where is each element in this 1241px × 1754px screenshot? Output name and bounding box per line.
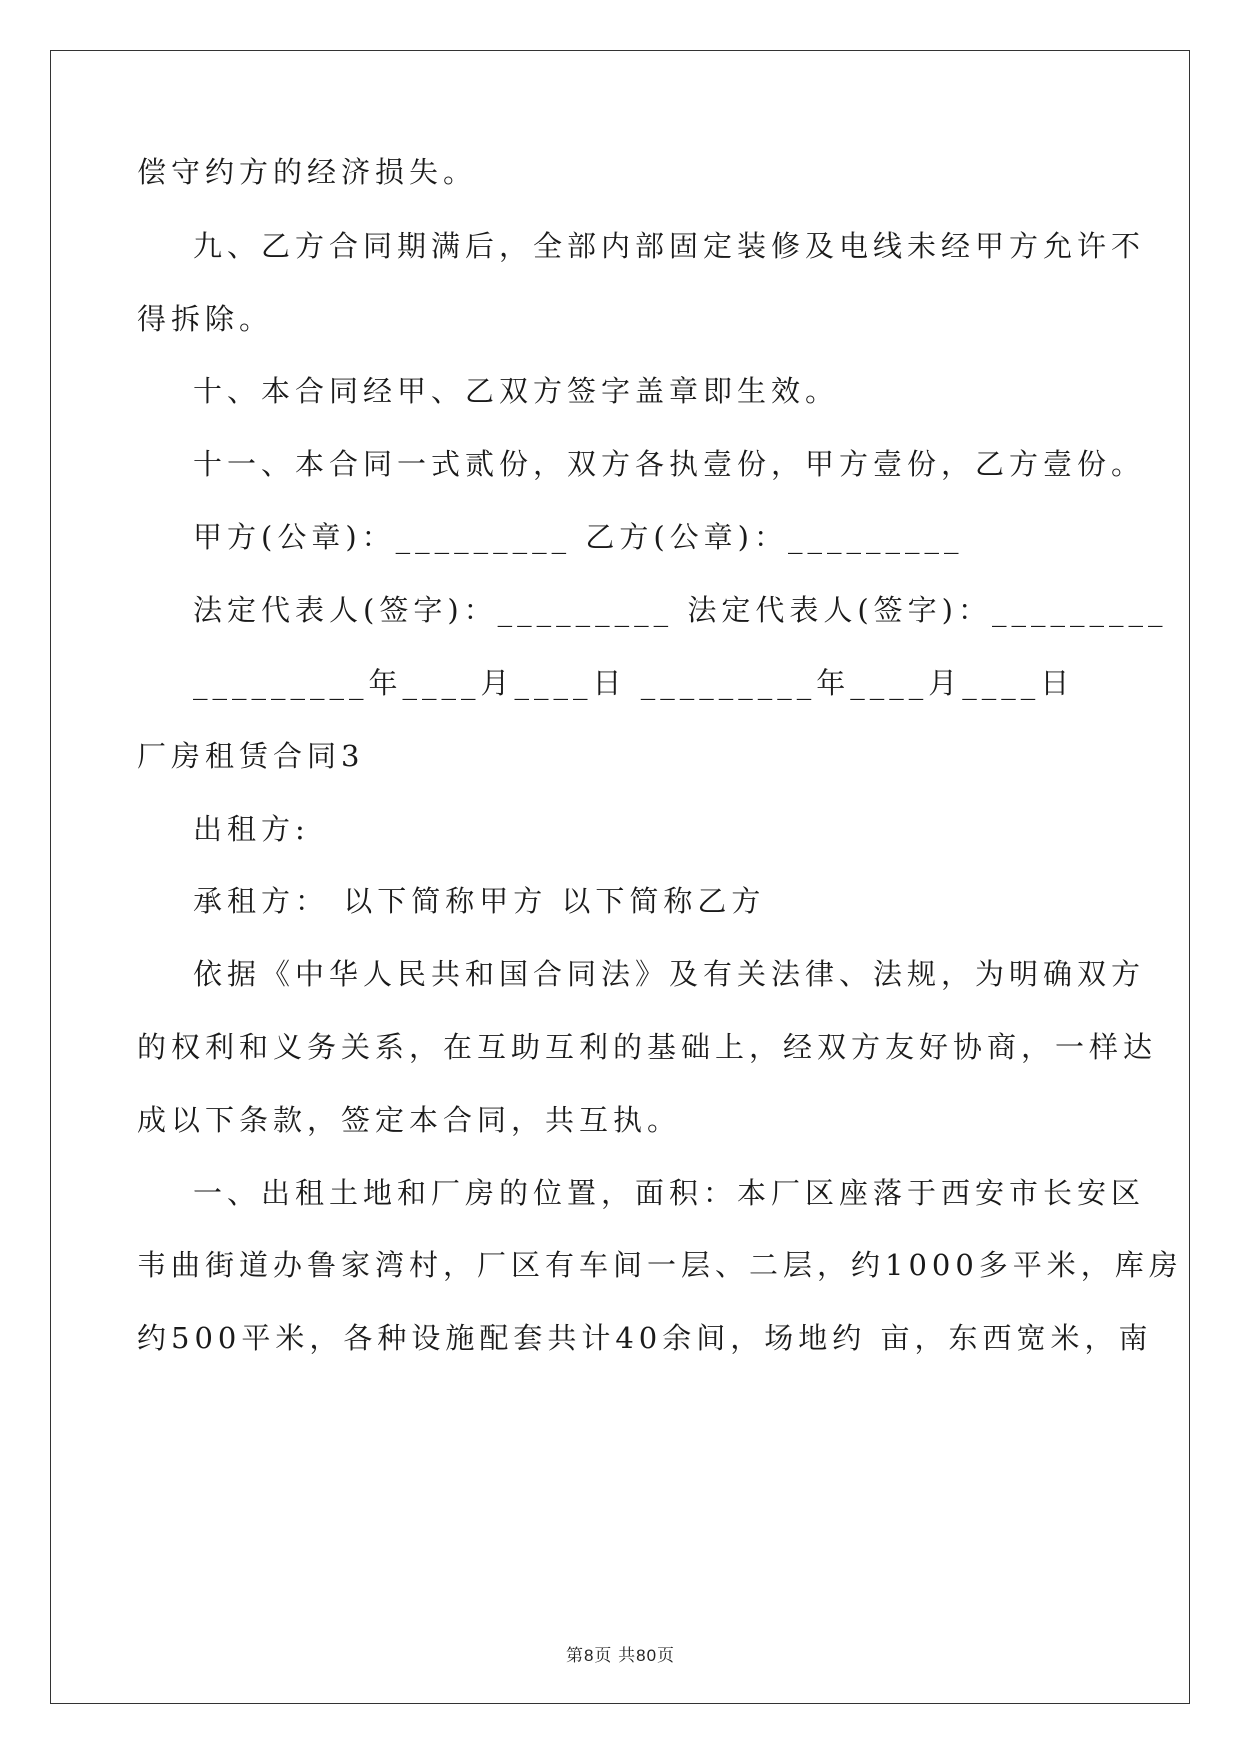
- paragraph-line: 偿守约方的经济损失。: [137, 155, 478, 189]
- paragraph-line: 十、本合同经甲、乙双方签字盖章即生效。: [193, 374, 840, 408]
- paragraph-line: 成以下条款，签定本合同，共互执。: [137, 1103, 682, 1137]
- paragraph-line: 一、出租土地和厂房的位置，面积：本厂区座落于西安市长安区: [193, 1176, 1146, 1210]
- signature-line-seal: 甲方(公章)：_________ 乙方(公章)：_________: [193, 520, 964, 554]
- section-title: 厂房租赁合同3: [137, 739, 365, 773]
- signature-line-date: _________年____月____日 _________年____月____日: [193, 666, 1075, 700]
- page-number-footer: 第8页 共80页: [565, 1646, 676, 1665]
- page-border: [50, 50, 1190, 1704]
- paragraph-line: 的权利和义务关系，在互助互利的基础上，经双方友好协商，一样达: [137, 1030, 1158, 1064]
- paragraph-line: 韦曲街道办鲁家湾村，厂区有车间一层、二层，约1000多平米，库房: [137, 1248, 1183, 1282]
- paragraph-line: 得拆除。: [137, 302, 274, 336]
- paragraph-line: 出租方:: [193, 812, 310, 846]
- paragraph-line: 依据《中华人民共和国合同法》及有关法律、法规，为明确双方: [193, 957, 1146, 991]
- signature-line-representative: 法定代表人(签字)：_________ 法定代表人(签字)：_________: [193, 593, 1168, 627]
- paragraph-line: 承租方： 以下简称甲方 以下简称乙方: [193, 884, 766, 918]
- paragraph-line: 约500平米，各种设施配套共计40余间，场地约 亩，东西宽米，南: [137, 1321, 1153, 1355]
- paragraph-line: 十一、本合同一式贰份，双方各执壹份，甲方壹份，乙方壹份。: [193, 447, 1146, 481]
- paragraph-line: 九、乙方合同期满后，全部内部固定装修及电线未经甲方允许不: [193, 229, 1146, 263]
